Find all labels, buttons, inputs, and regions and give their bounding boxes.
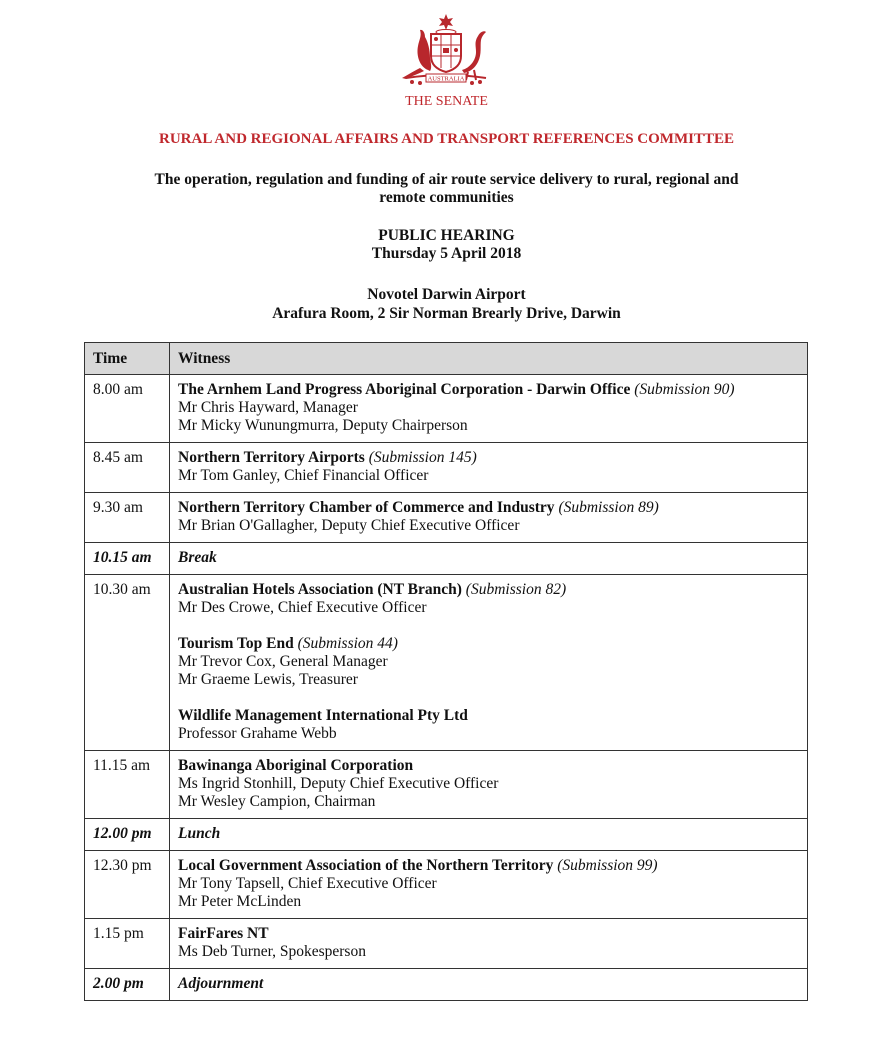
organisation-heading: [178, 581, 799, 599]
schedule-row: [85, 493, 808, 543]
witness-cell: [170, 575, 808, 751]
witness-cell: [170, 443, 808, 493]
organisation-heading: [178, 381, 799, 399]
hearing-type: PUBLIC HEARING: [378, 227, 515, 244]
organisation-name: Bawinanga Aboriginal Corporation: [178, 757, 414, 774]
witness-name: Professor Grahame Webb: [178, 725, 337, 742]
time-cell: 8.00 am: [85, 375, 170, 443]
witness-name: Mr Trevor Cox, General Manager: [178, 653, 388, 670]
inquiry-line-1: The operation, regulation and funding of air route service delivery to rural, regional and: [154, 171, 739, 188]
organisation-name: The Arnhem Land Progress Aboriginal Corporation - Darwin Office: [178, 381, 631, 398]
witness-cell: Break: [170, 543, 808, 575]
time-cell: 10.30 am: [85, 575, 170, 751]
witness-cell: Adjournment: [170, 969, 808, 1001]
schedule-break-row: [85, 969, 808, 1001]
hearing-schedule-table: [84, 342, 808, 1001]
schedule-break-row: [85, 819, 808, 851]
time-cell: 8.45 am: [85, 443, 170, 493]
witness-name: Ms Deb Turner, Spokesperson: [178, 943, 366, 960]
schedule-row: [85, 751, 808, 819]
table-header-row: [85, 343, 808, 375]
schedule-break-row: [85, 543, 808, 575]
witness-name: Mr Graeme Lewis, Treasurer: [178, 671, 358, 688]
organisation-name: Australian Hotels Association (NT Branch): [178, 581, 462, 598]
witness-cell: [170, 751, 808, 819]
schedule-row: [85, 575, 808, 751]
submission-number: (Submission 90): [634, 381, 735, 398]
witness-name: Mr Micky Wunungmurra, Deputy Chairperson: [178, 417, 468, 434]
time-cell: 12.00 pm: [85, 819, 170, 851]
venue-info: [0, 285, 893, 323]
senate-title: THE SENATE: [405, 94, 488, 109]
schedule-row: [85, 851, 808, 919]
submission-number: (Submission 99): [557, 857, 658, 874]
witness-cell: [170, 375, 808, 443]
venue-address: Arafura Room, 2 Sir Norman Brearly Drive, Darwin: [272, 305, 621, 322]
time-cell: 12.30 pm: [85, 851, 170, 919]
submission-number: (Submission 82): [465, 581, 567, 598]
organisation-heading: [178, 635, 799, 653]
organisation-group: [178, 757, 799, 811]
organisation-name: Local Government Association of the Northern Territory: [178, 857, 554, 874]
witness-cell: [170, 851, 808, 919]
submission-number: (Submission 44): [297, 635, 398, 652]
hearing-info: [0, 227, 893, 263]
organisation-heading: [178, 499, 799, 517]
organisation-heading: [178, 925, 799, 943]
witness-name: Mr Wesley Campion, Chairman: [178, 793, 376, 810]
organisation-name: Tourism Top End: [178, 635, 294, 652]
coat-of-arms-emblem: [398, 12, 494, 90]
organisation-group: [178, 499, 799, 535]
witness-column-header: Witness: [170, 343, 808, 375]
time-cell: 2.00 pm: [85, 969, 170, 1001]
witness-name: Ms Ingrid Stonhill, Deputy Chief Executive Officer: [178, 775, 499, 792]
schedule-row: [85, 443, 808, 493]
organisation-name: Wildlife Management International Pty Ltd: [178, 707, 468, 724]
witness-name: Mr Tom Ganley, Chief Financial Officer: [178, 467, 429, 484]
organisation-group: [178, 925, 799, 961]
organisation-group: [178, 581, 799, 617]
organisation-group: [178, 449, 799, 485]
inquiry-line-2: remote communities: [379, 189, 514, 206]
time-cell: 11.15 am: [85, 751, 170, 819]
witness-name: Mr Brian O'Gallagher, Deputy Chief Executive Officer: [178, 517, 520, 534]
organisation-group: [178, 635, 799, 689]
witness-cell: [170, 493, 808, 543]
organisation-name: Northern Territory Airports: [178, 449, 365, 466]
witness-name: Mr Peter McLinden: [178, 893, 302, 910]
organisation-group: [178, 857, 799, 911]
organisation-heading: [178, 449, 799, 467]
crest-label: AUSTRALIA: [427, 75, 465, 83]
witness-name: Mr Des Crowe, Chief Executive Officer: [178, 599, 427, 616]
time-column-header: Time: [85, 343, 170, 375]
organisation-name: FairFares NT: [178, 925, 269, 942]
organisation-heading: [178, 857, 799, 875]
submission-number: (Submission 89): [558, 499, 659, 516]
schedule-row: [85, 375, 808, 443]
witness-cell: [170, 919, 808, 969]
organisation-heading: [178, 757, 799, 775]
time-cell: 9.30 am: [85, 493, 170, 543]
organisation-name: Northern Territory Chamber of Commerce and Industry: [178, 499, 555, 516]
organisation-heading: [178, 707, 799, 725]
time-cell: 1.15 pm: [85, 919, 170, 969]
organisation-group: [178, 381, 799, 435]
time-cell: 10.15 am: [85, 543, 170, 575]
witness-name: Mr Chris Hayward, Manager: [178, 399, 358, 416]
venue-name: Novotel Darwin Airport: [367, 286, 526, 303]
inquiry-title: [100, 171, 793, 207]
committee-title: RURAL AND REGIONAL AFFAIRS AND TRANSPORT REFERENCES COMMITTEE: [159, 131, 734, 147]
hearing-date: Thursday 5 April 2018: [371, 245, 522, 262]
schedule-body: [85, 375, 808, 1001]
organisation-group: [178, 707, 799, 743]
witness-cell: Lunch: [170, 819, 808, 851]
witness-name: Mr Tony Tapsell, Chief Executive Officer: [178, 875, 437, 892]
schedule-row: [85, 919, 808, 969]
submission-number: (Submission 145): [368, 449, 477, 466]
